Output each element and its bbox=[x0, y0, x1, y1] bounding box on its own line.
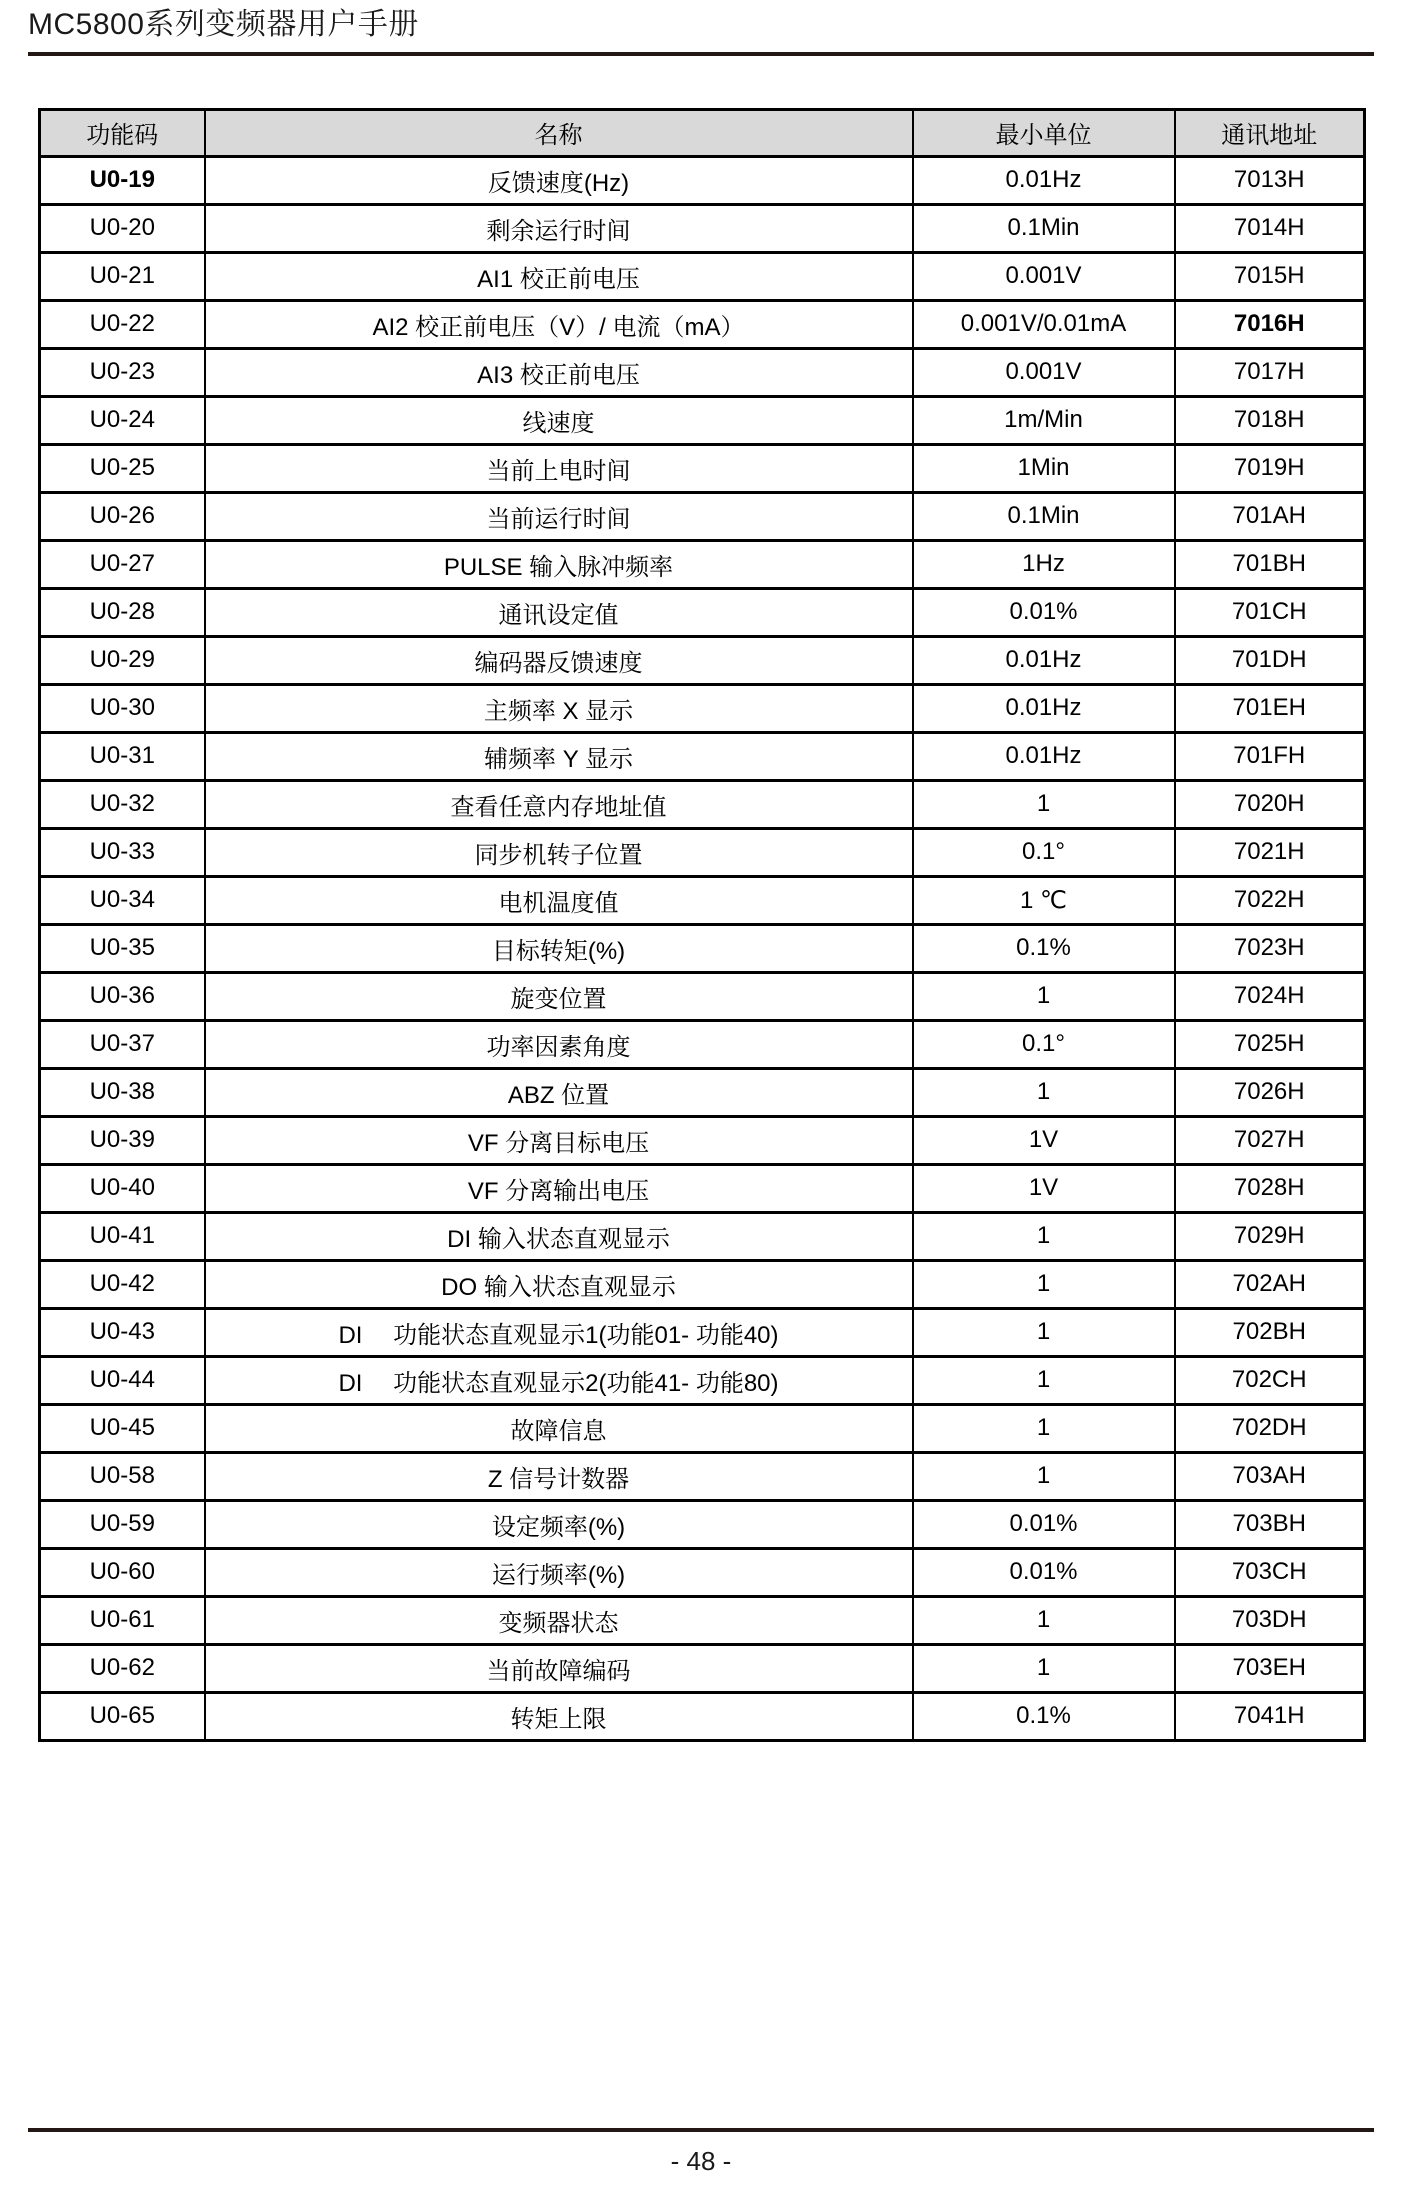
comm-address-cell: 703DH bbox=[1175, 1596, 1365, 1644]
min-unit-cell: 1 bbox=[913, 1596, 1175, 1644]
table-row bbox=[40, 396, 1365, 444]
comm-address-cell: 7019H bbox=[1175, 444, 1365, 492]
table-row bbox=[40, 204, 1365, 252]
table-row bbox=[40, 1068, 1365, 1116]
name-cell: 线速度 bbox=[205, 396, 913, 444]
name-cell: VF 分离输出电压 bbox=[205, 1164, 913, 1212]
min-unit-cell: 0.001V/0.01mA bbox=[913, 300, 1175, 348]
name-cell: ABZ 位置 bbox=[205, 1068, 913, 1116]
function-code-cell: U0-59 bbox=[40, 1500, 205, 1548]
min-unit-cell: 1Hz bbox=[913, 540, 1175, 588]
comm-address-cell: 703BH bbox=[1175, 1500, 1365, 1548]
function-code-cell: U0-37 bbox=[40, 1020, 205, 1068]
min-unit-cell: 0.1% bbox=[913, 924, 1175, 972]
comm-address-cell: 7024H bbox=[1175, 972, 1365, 1020]
name-cell: DO 输入状态直观显示 bbox=[205, 1260, 913, 1308]
function-code-cell: U0-28 bbox=[40, 588, 205, 636]
function-code-cell: U0-39 bbox=[40, 1116, 205, 1164]
comm-address-cell: 7022H bbox=[1175, 876, 1365, 924]
min-unit-cell: 1 bbox=[913, 1212, 1175, 1260]
name-cell: 同步机转子位置 bbox=[205, 828, 913, 876]
min-unit-cell: 0.1° bbox=[913, 1020, 1175, 1068]
function-code-cell: U0-21 bbox=[40, 252, 205, 300]
min-unit-cell: 1 bbox=[913, 1404, 1175, 1452]
min-unit-cell: 1 bbox=[913, 1068, 1175, 1116]
min-unit-cell: 0.01Hz bbox=[913, 684, 1175, 732]
table-row bbox=[40, 1596, 1365, 1644]
comm-address-cell: 7017H bbox=[1175, 348, 1365, 396]
name-cell: 变频器状态 bbox=[205, 1596, 913, 1644]
min-unit-cell: 0.01% bbox=[913, 1500, 1175, 1548]
table-row bbox=[40, 540, 1365, 588]
function-code-cell: U0-36 bbox=[40, 972, 205, 1020]
comm-address-cell: 7014H bbox=[1175, 204, 1365, 252]
name-cell: 剩余运行时间 bbox=[205, 204, 913, 252]
table-row bbox=[40, 252, 1365, 300]
name-cell: AI3 校正前电压 bbox=[205, 348, 913, 396]
table-row bbox=[40, 732, 1365, 780]
table-row bbox=[40, 1452, 1365, 1500]
header-name: 名称 bbox=[205, 109, 913, 156]
comm-address-cell: 7027H bbox=[1175, 1116, 1365, 1164]
table-row bbox=[40, 348, 1365, 396]
comm-address-cell: 7029H bbox=[1175, 1212, 1365, 1260]
table-row bbox=[40, 1356, 1365, 1404]
table-row bbox=[40, 780, 1365, 828]
comm-address-cell: 702CH bbox=[1175, 1356, 1365, 1404]
comm-address-cell: 701DH bbox=[1175, 636, 1365, 684]
comm-address-cell: 7023H bbox=[1175, 924, 1365, 972]
function-code-cell: U0-65 bbox=[40, 1692, 205, 1740]
function-code-cell: U0-20 bbox=[40, 204, 205, 252]
table-row bbox=[40, 876, 1365, 924]
min-unit-cell: 0.001V bbox=[913, 348, 1175, 396]
table-row bbox=[40, 924, 1365, 972]
table-header-row bbox=[40, 109, 1365, 156]
min-unit-cell: 0.01Hz bbox=[913, 156, 1175, 204]
min-unit-cell: 1 bbox=[913, 1452, 1175, 1500]
table-row bbox=[40, 1644, 1365, 1692]
name-cell: DI 功能状态直观显示2(功能41- 功能80) bbox=[205, 1356, 913, 1404]
min-unit-cell: 1V bbox=[913, 1116, 1175, 1164]
comm-address-cell: 703EH bbox=[1175, 1644, 1365, 1692]
name-cell: 查看任意内存地址值 bbox=[205, 780, 913, 828]
name-cell: 编码器反馈速度 bbox=[205, 636, 913, 684]
min-unit-cell: 1 ℃ bbox=[913, 876, 1175, 924]
name-cell: 反馈速度(Hz) bbox=[205, 156, 913, 204]
comm-address-cell: 7041H bbox=[1175, 1692, 1365, 1740]
header-min-unit: 最小单位 bbox=[913, 109, 1175, 156]
min-unit-cell: 0.1Min bbox=[913, 492, 1175, 540]
comm-address-cell: 7025H bbox=[1175, 1020, 1365, 1068]
parameter-table bbox=[38, 108, 1366, 1742]
table-row bbox=[40, 828, 1365, 876]
page-title: MC5800系列变频器用户手册 bbox=[28, 8, 419, 41]
name-cell: 功率因素角度 bbox=[205, 1020, 913, 1068]
min-unit-cell: 0.01% bbox=[913, 588, 1175, 636]
header-comm-address: 通讯地址 bbox=[1175, 109, 1365, 156]
function-code-cell: U0-24 bbox=[40, 396, 205, 444]
table-body bbox=[40, 156, 1365, 1740]
table-row bbox=[40, 588, 1365, 636]
min-unit-cell: 1V bbox=[913, 1164, 1175, 1212]
table-row bbox=[40, 1548, 1365, 1596]
title-rule bbox=[28, 52, 1374, 56]
min-unit-cell: 0.01Hz bbox=[913, 636, 1175, 684]
name-cell: 当前上电时间 bbox=[205, 444, 913, 492]
name-cell: 旋变位置 bbox=[205, 972, 913, 1020]
table-row bbox=[40, 492, 1365, 540]
min-unit-cell: 0.001V bbox=[913, 252, 1175, 300]
function-code-cell: U0-42 bbox=[40, 1260, 205, 1308]
table-row bbox=[40, 972, 1365, 1020]
table-row bbox=[40, 1692, 1365, 1740]
comm-address-cell: 7015H bbox=[1175, 252, 1365, 300]
table-row bbox=[40, 1404, 1365, 1452]
name-cell: 故障信息 bbox=[205, 1404, 913, 1452]
function-code-cell: U0-34 bbox=[40, 876, 205, 924]
table-row bbox=[40, 444, 1365, 492]
table-row bbox=[40, 1116, 1365, 1164]
function-code-cell: U0-32 bbox=[40, 780, 205, 828]
header-function-code: 功能码 bbox=[40, 109, 205, 156]
comm-address-cell: 701FH bbox=[1175, 732, 1365, 780]
min-unit-cell: 0.1Min bbox=[913, 204, 1175, 252]
name-cell: 运行频率(%) bbox=[205, 1548, 913, 1596]
min-unit-cell: 1 bbox=[913, 1356, 1175, 1404]
min-unit-cell: 1 bbox=[913, 1260, 1175, 1308]
function-code-cell: U0-31 bbox=[40, 732, 205, 780]
footer-rule bbox=[28, 2128, 1374, 2132]
table-row bbox=[40, 1020, 1365, 1068]
name-cell: 当前运行时间 bbox=[205, 492, 913, 540]
name-cell: 通讯设定值 bbox=[205, 588, 913, 636]
table-row bbox=[40, 300, 1365, 348]
comm-address-cell: 7020H bbox=[1175, 780, 1365, 828]
function-code-cell: U0-33 bbox=[40, 828, 205, 876]
function-code-cell: U0-61 bbox=[40, 1596, 205, 1644]
min-unit-cell: 1m/Min bbox=[913, 396, 1175, 444]
name-cell: VF 分离目标电压 bbox=[205, 1116, 913, 1164]
function-code-cell: U0-27 bbox=[40, 540, 205, 588]
comm-address-cell: 701CH bbox=[1175, 588, 1365, 636]
function-code-cell: U0-29 bbox=[40, 636, 205, 684]
table-row bbox=[40, 1164, 1365, 1212]
function-code-cell: U0-41 bbox=[40, 1212, 205, 1260]
comm-address-cell: 702AH bbox=[1175, 1260, 1365, 1308]
table-row bbox=[40, 1500, 1365, 1548]
comm-address-cell: 7018H bbox=[1175, 396, 1365, 444]
table-row bbox=[40, 636, 1365, 684]
min-unit-cell: 0.1% bbox=[913, 1692, 1175, 1740]
function-code-cell: U0-62 bbox=[40, 1644, 205, 1692]
comm-address-cell: 7016H bbox=[1175, 300, 1365, 348]
min-unit-cell: 1 bbox=[913, 1308, 1175, 1356]
function-code-cell: U0-19 bbox=[40, 156, 205, 204]
name-cell: 目标转矩(%) bbox=[205, 924, 913, 972]
min-unit-cell: 0.1° bbox=[913, 828, 1175, 876]
name-cell: 电机温度值 bbox=[205, 876, 913, 924]
name-cell: 主频率 X 显示 bbox=[205, 684, 913, 732]
min-unit-cell: 1 bbox=[913, 972, 1175, 1020]
comm-address-cell: 701EH bbox=[1175, 684, 1365, 732]
table-row bbox=[40, 1308, 1365, 1356]
name-cell: 辅频率 Y 显示 bbox=[205, 732, 913, 780]
function-code-cell: U0-22 bbox=[40, 300, 205, 348]
function-code-cell: U0-45 bbox=[40, 1404, 205, 1452]
comm-address-cell: 703CH bbox=[1175, 1548, 1365, 1596]
function-code-cell: U0-30 bbox=[40, 684, 205, 732]
name-cell: Z 信号计数器 bbox=[205, 1452, 913, 1500]
comm-address-cell: 7021H bbox=[1175, 828, 1365, 876]
function-code-cell: U0-40 bbox=[40, 1164, 205, 1212]
min-unit-cell: 0.01Hz bbox=[913, 732, 1175, 780]
function-code-cell: U0-25 bbox=[40, 444, 205, 492]
comm-address-cell: 703AH bbox=[1175, 1452, 1365, 1500]
name-cell: AI1 校正前电压 bbox=[205, 252, 913, 300]
table-row bbox=[40, 684, 1365, 732]
comm-address-cell: 702BH bbox=[1175, 1308, 1365, 1356]
name-cell: 转矩上限 bbox=[205, 1692, 913, 1740]
name-cell: DI 功能状态直观显示1(功能01- 功能40) bbox=[205, 1308, 913, 1356]
page-number: - 48 - bbox=[670, 2146, 732, 2176]
function-code-cell: U0-43 bbox=[40, 1308, 205, 1356]
min-unit-cell: 1 bbox=[913, 1644, 1175, 1692]
comm-address-cell: 702DH bbox=[1175, 1404, 1365, 1452]
function-code-cell: U0-35 bbox=[40, 924, 205, 972]
table-row bbox=[40, 156, 1365, 204]
function-code-cell: U0-60 bbox=[40, 1548, 205, 1596]
comm-address-cell: 7026H bbox=[1175, 1068, 1365, 1116]
table-row bbox=[40, 1260, 1365, 1308]
name-cell: 当前故障编码 bbox=[205, 1644, 913, 1692]
function-code-cell: U0-38 bbox=[40, 1068, 205, 1116]
function-code-cell: U0-44 bbox=[40, 1356, 205, 1404]
function-code-cell: U0-58 bbox=[40, 1452, 205, 1500]
name-cell: 设定频率(%) bbox=[205, 1500, 913, 1548]
comm-address-cell: 701BH bbox=[1175, 540, 1365, 588]
comm-address-cell: 701AH bbox=[1175, 492, 1365, 540]
function-code-cell: U0-26 bbox=[40, 492, 205, 540]
comm-address-cell: 7013H bbox=[1175, 156, 1365, 204]
comm-address-cell: 7028H bbox=[1175, 1164, 1365, 1212]
name-cell: PULSE 输入脉冲频率 bbox=[205, 540, 913, 588]
name-cell: AI2 校正前电压（V）/ 电流（mA） bbox=[205, 300, 913, 348]
min-unit-cell: 0.01% bbox=[913, 1548, 1175, 1596]
function-code-cell: U0-23 bbox=[40, 348, 205, 396]
table-row bbox=[40, 1212, 1365, 1260]
min-unit-cell: 1 bbox=[913, 780, 1175, 828]
min-unit-cell: 1Min bbox=[913, 444, 1175, 492]
name-cell: DI 输入状态直观显示 bbox=[205, 1212, 913, 1260]
